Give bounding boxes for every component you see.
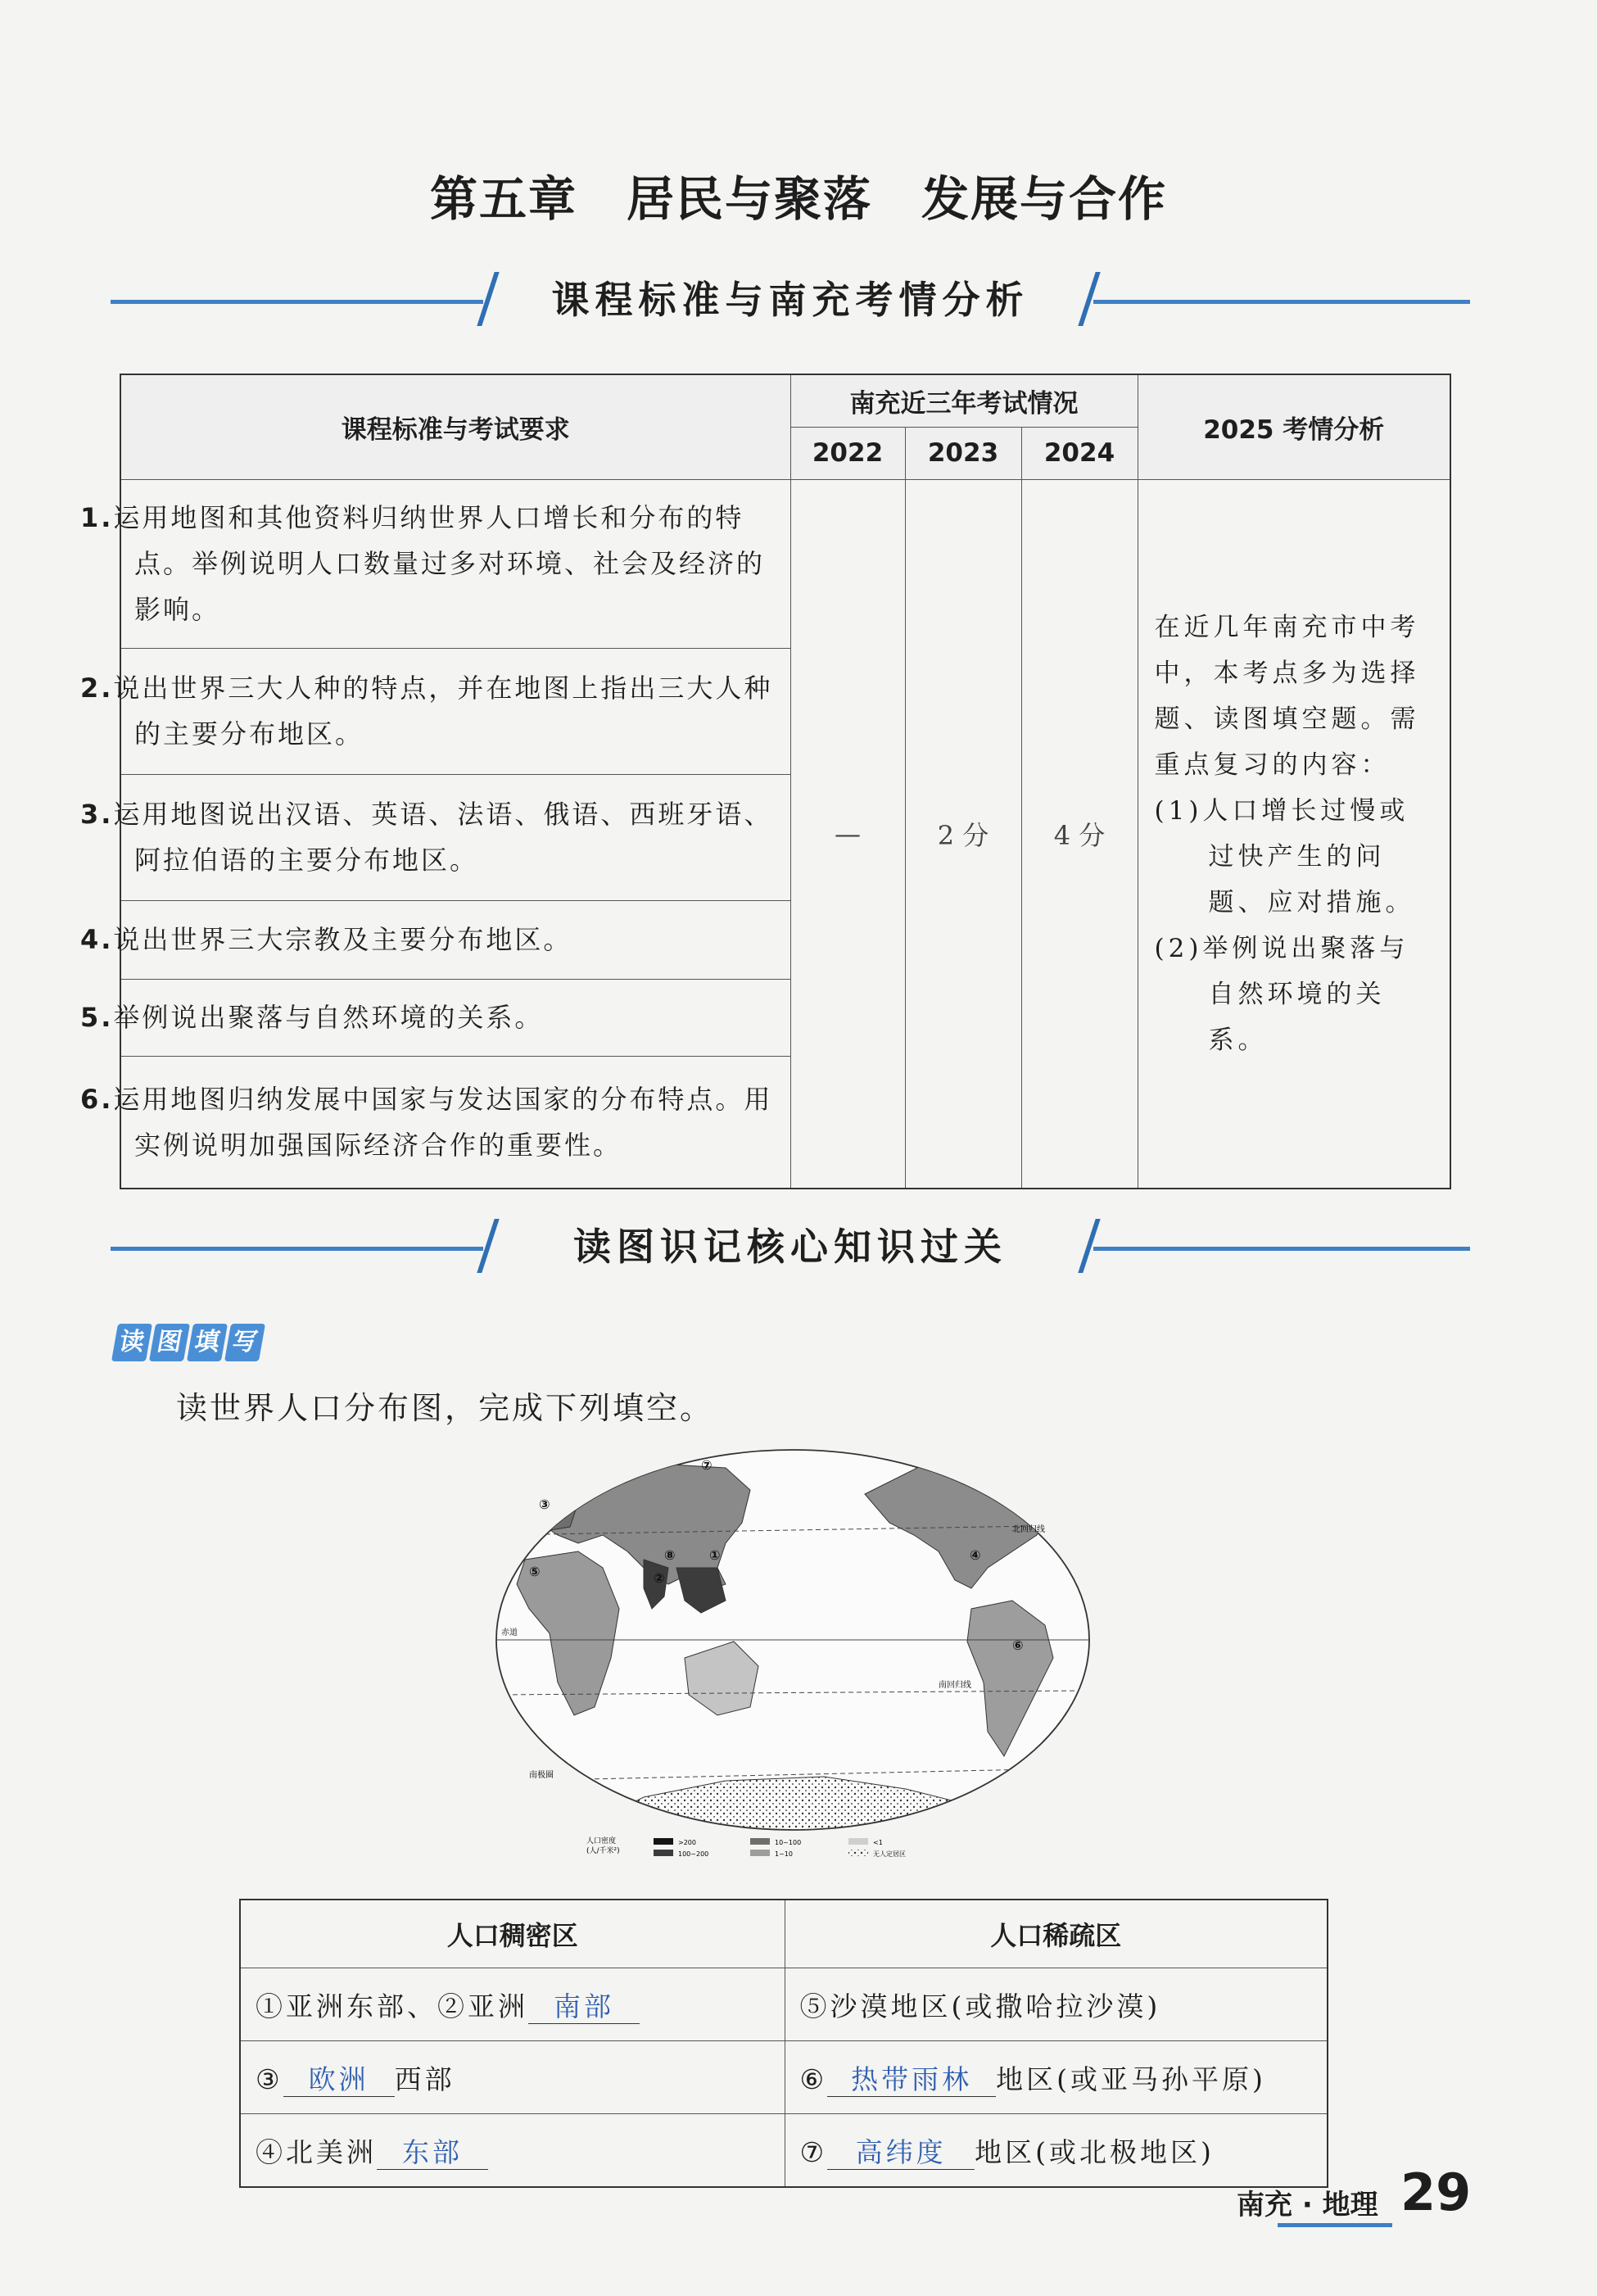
legend-label: 无人定居区 [873,1850,906,1858]
cell-text: 地区(或亚马孙平原) [996,2063,1266,2095]
sparse-cell [785,2041,1328,2114]
section-header-standards [111,269,1470,334]
equator-label: 赤道 [501,1628,518,1637]
header-requirement: 课程标准与考试要求 [120,374,790,479]
map-marker-2: ② [654,1570,665,1586]
world-population-map [480,1445,1102,1879]
sparse-cell [785,2114,1328,2188]
section-rule-right [1093,300,1470,304]
cell-text: ⑥ [799,2063,828,2095]
standards-table [80,374,1451,1189]
header-recent-exams: 南充近三年考试情况 [790,374,1138,427]
map-marker-8: ⑧ [664,1547,676,1563]
item-text: 举例说出聚落与自然环境的关系。 [113,1002,544,1033]
legend-label: 10~100 [775,1839,802,1846]
score-2024: 4 分 [1021,479,1138,1189]
analysis-intro: 在近几年南充市中考中，本考点多为选择题、读图填空题。需重点复习的内容： [1154,612,1420,780]
badge-char: 填 [187,1324,228,1361]
dense-cell [240,2114,785,2188]
read-map-fill-badge [115,1324,262,1365]
requirement-item [80,979,790,1056]
cell-text: ⑦ [799,2135,828,2168]
analysis-point: (2)举例说出聚落与自然环境的关系。 [1154,933,1409,1055]
footer-brand: 南充 · 地理 [1237,2189,1378,2221]
legend-swatch [750,1850,770,1856]
south-tropic-label: 南回归线 [939,1681,971,1690]
legend-swatch [654,1850,673,1856]
header-analysis: 2025 考情分析 [1138,374,1450,479]
item-number: 6. [80,1083,114,1115]
item-number: 4. [80,924,114,955]
header-dense: 人口稠密区 [240,1900,785,1968]
north-tropic-label: 北回归线 [1012,1525,1045,1534]
legend-label: 1~10 [775,1850,793,1858]
antarctic-circle-label: 南极圈 [529,1771,554,1780]
map-legend [586,1836,906,1858]
analysis-cell [1138,479,1450,1189]
header-year: 2023 [905,427,1021,479]
item-number: 2. [80,672,114,704]
requirement-item [80,774,790,900]
header-year: 2022 [790,427,905,479]
legend-swatch [750,1838,770,1845]
legend-title: 人口密度 [586,1837,617,1845]
cell-text: ①亚洲东部、②亚洲 [256,1990,528,2022]
section-title: 读图识记核心知识过关 [573,1225,1007,1269]
map-marker-1: ① [709,1547,721,1563]
dense-cell [240,2041,785,2114]
landmass-europe [529,1482,578,1531]
answer-blank[interactable]: 南部 [528,1990,640,2024]
legend-swatch [848,1838,868,1845]
cell-text: 西部 [394,2063,455,2095]
population-fill-table [239,1899,1328,2188]
item-text: 运用地图和其他资料归纳世界人口增长和分布的特点。举例说明人口数量过多对环境、社会及经济的影响。 [113,502,766,625]
dense-cell [240,1968,785,2041]
legend-label: 100~200 [678,1850,709,1858]
cell-text: ③ [256,2063,283,2095]
map-marker-7: ⑦ [701,1457,713,1473]
map-instruction: 读世界人口分布图，完成下列填空。 [176,1390,714,1426]
map-marker-5: ⑤ [529,1564,541,1579]
footer-accent-line [1278,2223,1392,2227]
map-marker-6: ⑥ [1012,1637,1024,1653]
item-text: 运用地图说出汉语、英语、法语、俄语、西班牙语、阿拉伯语的主要分布地区。 [113,799,773,876]
item-text: 说出世界三大宗教及主要分布地区。 [113,924,572,955]
requirement-item [80,648,790,774]
chapter-title: 第五章 居民与聚落 发展与合作 [429,171,1167,227]
item-number: 1. [80,502,114,533]
page-number: 29 [1400,2162,1472,2222]
badge-char: 读 [111,1324,152,1361]
badge-char: 图 [149,1324,190,1361]
requirement-item [80,900,790,979]
legend-swatch [848,1850,868,1856]
legend-label: <1 [873,1839,883,1846]
cell-text: ⑤沙漠地区(或撒哈拉沙漠) [799,1990,1161,2022]
item-text: 运用地图归纳发展中国家与发达国家的分布特点。用实例说明加强国际经济合作的重要性。 [113,1083,773,1161]
legend-label: >200 [678,1839,696,1846]
answer-blank[interactable]: 欧洲 [283,2063,395,2097]
badge-char: 写 [224,1324,265,1361]
score-2023: 2 分 [905,479,1021,1189]
item-text: 说出世界三大人种的特点，并在地图上指出三大人种的主要分布地区。 [113,672,773,749]
cell-text: 地区(或北极地区) [975,2135,1215,2168]
item-number: 5. [80,1002,114,1033]
requirement-item [80,479,790,648]
header-year: 2024 [1021,427,1138,479]
legend-unit: (人/千米²) [586,1847,620,1855]
map-marker-3: ③ [539,1497,550,1512]
legend-swatch [654,1838,673,1845]
section-title: 课程标准与南充考情分析 [551,278,1029,322]
cell-text: ④北美洲 [256,2135,377,2168]
analysis-point: (1)人口增长过慢或过快产生的问题、应对措施。 [1154,795,1415,917]
sparse-cell [785,1968,1328,2041]
map-marker-4: ④ [970,1547,981,1563]
score-2022: — [790,479,905,1189]
header-sparse: 人口稀疏区 [785,1900,1328,1968]
section-header-map [111,1216,1470,1281]
answer-blank[interactable]: 热带雨林 [827,2063,996,2097]
answer-blank[interactable]: 高纬度 [827,2136,975,2170]
item-number: 3. [80,799,114,830]
answer-blank[interactable]: 东部 [377,2136,488,2170]
requirement-item [80,1056,790,1189]
section-rule-right [1093,1247,1470,1251]
